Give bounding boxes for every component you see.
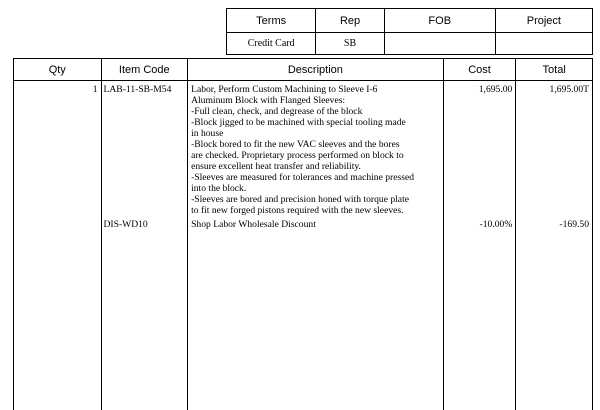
- total-column: [516, 81, 593, 410]
- row-1-total: 1,695.00T: [550, 84, 589, 95]
- row-1-description-line-5: in house: [191, 128, 436, 139]
- row-1-description-line-11: -Sleeves are bored and precision honed with torque plate: [191, 194, 436, 205]
- invoice-info-table: [226, 8, 593, 55]
- terms-header: Terms: [227, 9, 316, 33]
- qty-column: [14, 81, 102, 410]
- cost-header: Cost: [443, 59, 516, 81]
- row-1-description-line-4: -Block jigged to be machined with special tooling made: [191, 117, 436, 128]
- row-1-description-line-2: Aluminum Block with Flanged Sleeves:: [191, 95, 436, 106]
- description-column: [188, 81, 444, 410]
- row-1-description-line-1: Labor, Perform Custom Machining to Sleeve I-6: [191, 84, 436, 95]
- item-code-header: Item Code: [101, 59, 188, 81]
- row-1-description-line-7: are checked. Proprietary process performed on block to: [191, 150, 436, 161]
- row-1-description-line-9: -Sleeves are measured for tolerances and machine pressed: [191, 172, 436, 183]
- rep-header: Rep: [316, 9, 384, 33]
- row-1-description-line-3: -Full clean, check, and degrease of the block: [191, 106, 436, 117]
- row-1-item-code: LAB-11-SB-M54: [104, 84, 172, 95]
- line-items-table: [13, 58, 593, 410]
- row-1-description-line-10: into the block.: [191, 183, 436, 194]
- row-1-cost: 1,695.00: [479, 84, 513, 95]
- row-2-item-code: DIS-WD10: [104, 219, 148, 230]
- rep-value: SB: [316, 33, 384, 55]
- qty-header: Qty: [14, 59, 102, 81]
- description-header: Description: [188, 59, 444, 81]
- project-value: [495, 33, 592, 55]
- row-2-total: -169.50: [559, 219, 589, 230]
- row-1-description-line-6: -Block bored to fit the new VAC sleeves and the bores: [191, 139, 436, 150]
- cost-column: [443, 81, 516, 410]
- row-1-description-line-8: ensure excellent heat transfer and reliability.: [191, 161, 436, 172]
- project-header: Project: [495, 9, 592, 33]
- terms-value: Credit Card: [227, 33, 316, 55]
- item-code-column: [101, 81, 188, 410]
- row-2-description: Shop Labor Wholesale Discount: [191, 219, 436, 230]
- row-1-qty: 1: [93, 84, 98, 95]
- fob-value: [384, 33, 495, 55]
- total-header: Total: [516, 59, 593, 81]
- row-1-description-line-12: to fit new forged pistons required with the new sleeves.: [191, 205, 436, 216]
- row-2-cost: -10.00%: [480, 219, 513, 230]
- fob-header: FOB: [384, 9, 495, 33]
